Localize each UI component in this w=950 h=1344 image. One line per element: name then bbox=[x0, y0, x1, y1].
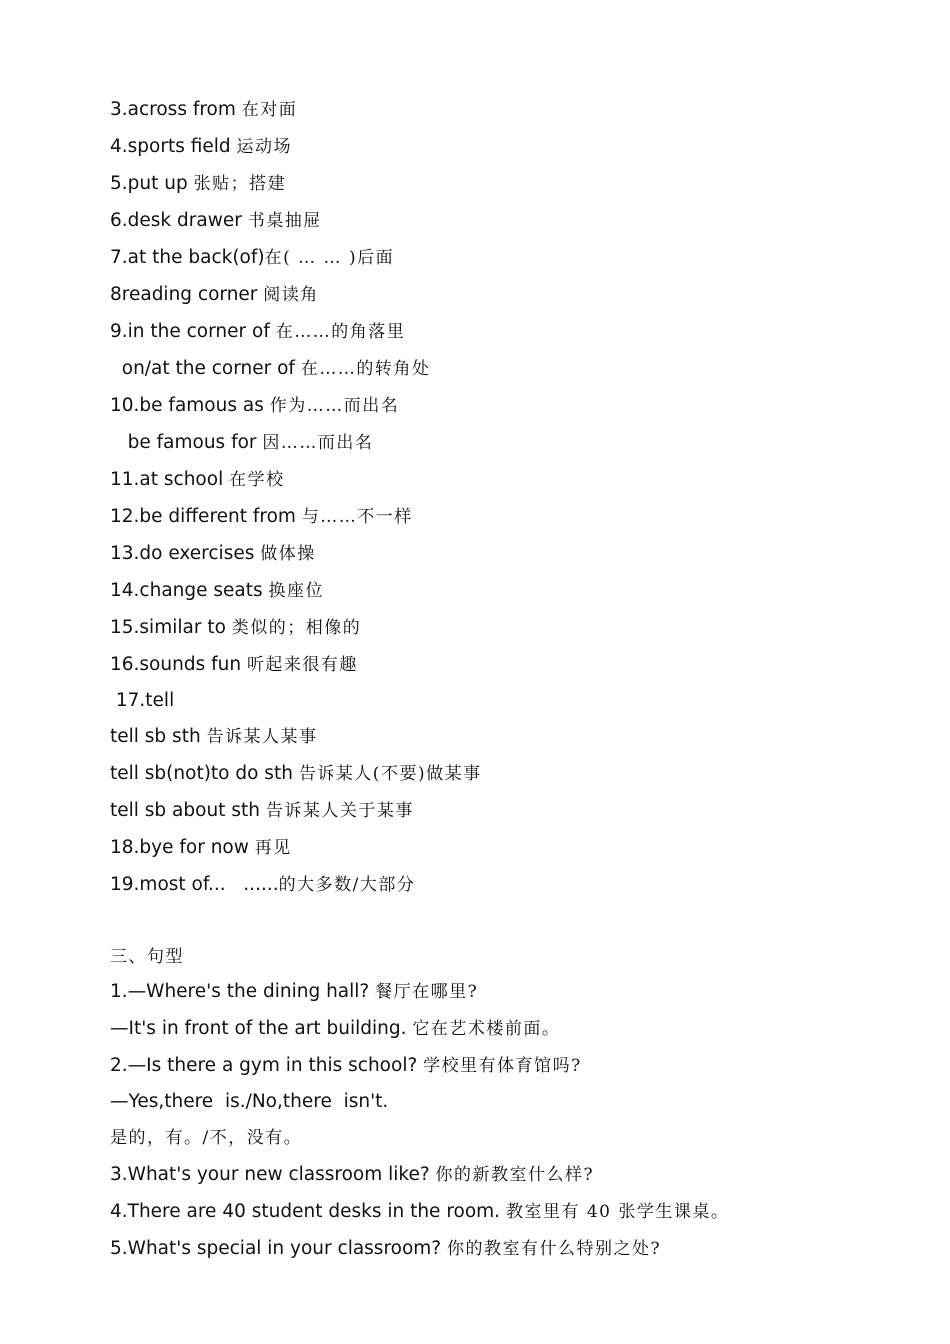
phrase-en: 7.at the back(of) bbox=[110, 247, 265, 268]
sentence-line bbox=[110, 1014, 560, 1044]
phrase-en: 6.desk drawer bbox=[110, 210, 248, 231]
phrase-en: tell sb(not)to do sth bbox=[110, 763, 299, 784]
sentence-zh: 是的，有。/不，没有。 bbox=[110, 1128, 303, 1148]
sentence-line bbox=[110, 1160, 594, 1190]
phrase-zh: 做体操 bbox=[260, 544, 316, 564]
sentence-en: 3.What's your new classroom like? bbox=[110, 1164, 436, 1185]
sentence-en: 2.—Is there a gym in this school? bbox=[110, 1055, 424, 1076]
phrase-line bbox=[110, 502, 413, 532]
phrase-en: 10.be famous as bbox=[110, 395, 270, 416]
phrase-en: 13.do exercises bbox=[110, 543, 261, 564]
phrase-en: be famous for bbox=[110, 432, 263, 453]
phrase-en: 9.in the corner of bbox=[110, 321, 276, 342]
sentence-zh: 你的教室有什么特别之处? bbox=[447, 1239, 662, 1259]
phrase-line bbox=[110, 650, 358, 680]
phrase-en: 16.sounds fun bbox=[110, 654, 247, 675]
phrase-zh: 再见 bbox=[254, 838, 292, 858]
phrase-en: 5.put up bbox=[110, 173, 194, 194]
phrase-line bbox=[110, 796, 414, 826]
phrase-zh: 告诉某人某事 bbox=[206, 727, 318, 747]
sentence-en: —Yes,there is./No,there isn't. bbox=[110, 1091, 389, 1112]
phrase-line bbox=[110, 759, 482, 789]
phrase-en: 17.tell bbox=[110, 690, 175, 711]
phrase-zh: 类似的；相像的 bbox=[231, 618, 362, 638]
sentence-zh: 学校里有体育馆吗? bbox=[423, 1056, 582, 1076]
phrase-zh: 书桌抽屉 bbox=[247, 211, 322, 231]
phrase-line bbox=[110, 132, 292, 162]
phrase-zh: 听起来很有趣 bbox=[246, 655, 358, 675]
phrase-zh: 的大多数/大部分 bbox=[278, 875, 416, 895]
phrase-line bbox=[110, 722, 318, 752]
phrase-en: 18.bye for now bbox=[110, 837, 255, 858]
phrase-line bbox=[110, 169, 286, 199]
phrase-en: tell sb about sth bbox=[110, 800, 266, 821]
phrase-en: tell sb sth bbox=[110, 726, 207, 747]
phrase-line bbox=[110, 391, 399, 421]
phrase-line bbox=[110, 539, 316, 569]
phrase-zh: 运动场 bbox=[236, 137, 293, 157]
sentence-en: 1.—Where's the dining hall? bbox=[110, 981, 376, 1002]
sentence-line bbox=[110, 977, 478, 1007]
phrase-zh: 换座位 bbox=[268, 581, 325, 601]
sentence-zh: 它在艺术楼前面。 bbox=[412, 1019, 561, 1039]
sentence-line bbox=[110, 1087, 388, 1117]
phrase-zh: 阅读角 bbox=[263, 285, 319, 305]
phrase-line bbox=[110, 576, 324, 606]
phrase-zh: 在……的角落里 bbox=[275, 322, 406, 342]
phrase-zh: 与……不一样 bbox=[301, 507, 413, 527]
sentence-zh: 餐厅在哪里? bbox=[375, 982, 479, 1002]
phrase-en: 19.most of... ...... bbox=[110, 874, 279, 895]
phrase-line bbox=[110, 354, 430, 384]
phrase-en: 3.across from bbox=[110, 99, 242, 120]
phrase-zh: 告诉某人(不要)做某事 bbox=[298, 764, 482, 784]
phrase-zh: 作为……而出名 bbox=[269, 396, 400, 416]
phrase-en: 14.change seats bbox=[110, 580, 269, 601]
sentence-en: 5.What's special in your classroom? bbox=[110, 1238, 448, 1259]
sentence-zh: 你的新教室什么样? bbox=[435, 1165, 595, 1185]
phrase-line bbox=[110, 613, 361, 643]
phrase-zh: 张贴；搭建 bbox=[193, 174, 287, 194]
phrase-en: 15.similar to bbox=[110, 617, 232, 638]
phrase-en: on/at the corner of bbox=[110, 358, 301, 379]
sentence-line bbox=[110, 1234, 661, 1264]
phrase-line bbox=[110, 686, 174, 716]
phrase-zh: 在……的转角处 bbox=[300, 359, 431, 379]
sentence-zh: 教室里有 40 张学生课桌。 bbox=[505, 1202, 730, 1222]
sentence-en: —It's in front of the art building. bbox=[110, 1018, 413, 1039]
phrase-line bbox=[110, 465, 285, 495]
phrase-zh: 在( … … )后面 bbox=[264, 248, 395, 268]
phrase-zh: 告诉某人关于某事 bbox=[265, 801, 414, 821]
phrase-line bbox=[110, 243, 394, 273]
sentence-line bbox=[110, 1197, 729, 1227]
phrase-line bbox=[110, 280, 319, 310]
phrase-en: 4.sports field bbox=[110, 136, 237, 157]
phrase-zh: 在对面 bbox=[241, 100, 298, 120]
sentence-line bbox=[110, 1123, 302, 1153]
phrase-zh: 在学校 bbox=[229, 470, 285, 490]
phrase-line bbox=[110, 317, 405, 347]
phrase-line bbox=[110, 95, 297, 125]
section-heading: 三、句型 bbox=[110, 947, 184, 967]
sentence-en: 4.There are 40 student desks in the room. bbox=[110, 1201, 506, 1222]
phrase-line bbox=[110, 206, 322, 236]
phrase-en: 11.at school bbox=[110, 469, 230, 490]
phrase-line bbox=[110, 870, 415, 900]
phrase-en: 8reading corner bbox=[110, 284, 264, 305]
phrase-en: 12.be different from bbox=[110, 506, 302, 527]
phrase-zh: 因……而出名 bbox=[262, 433, 374, 453]
phrase-line bbox=[110, 833, 292, 863]
phrase-line bbox=[110, 428, 373, 458]
sentence-line bbox=[110, 1051, 582, 1081]
